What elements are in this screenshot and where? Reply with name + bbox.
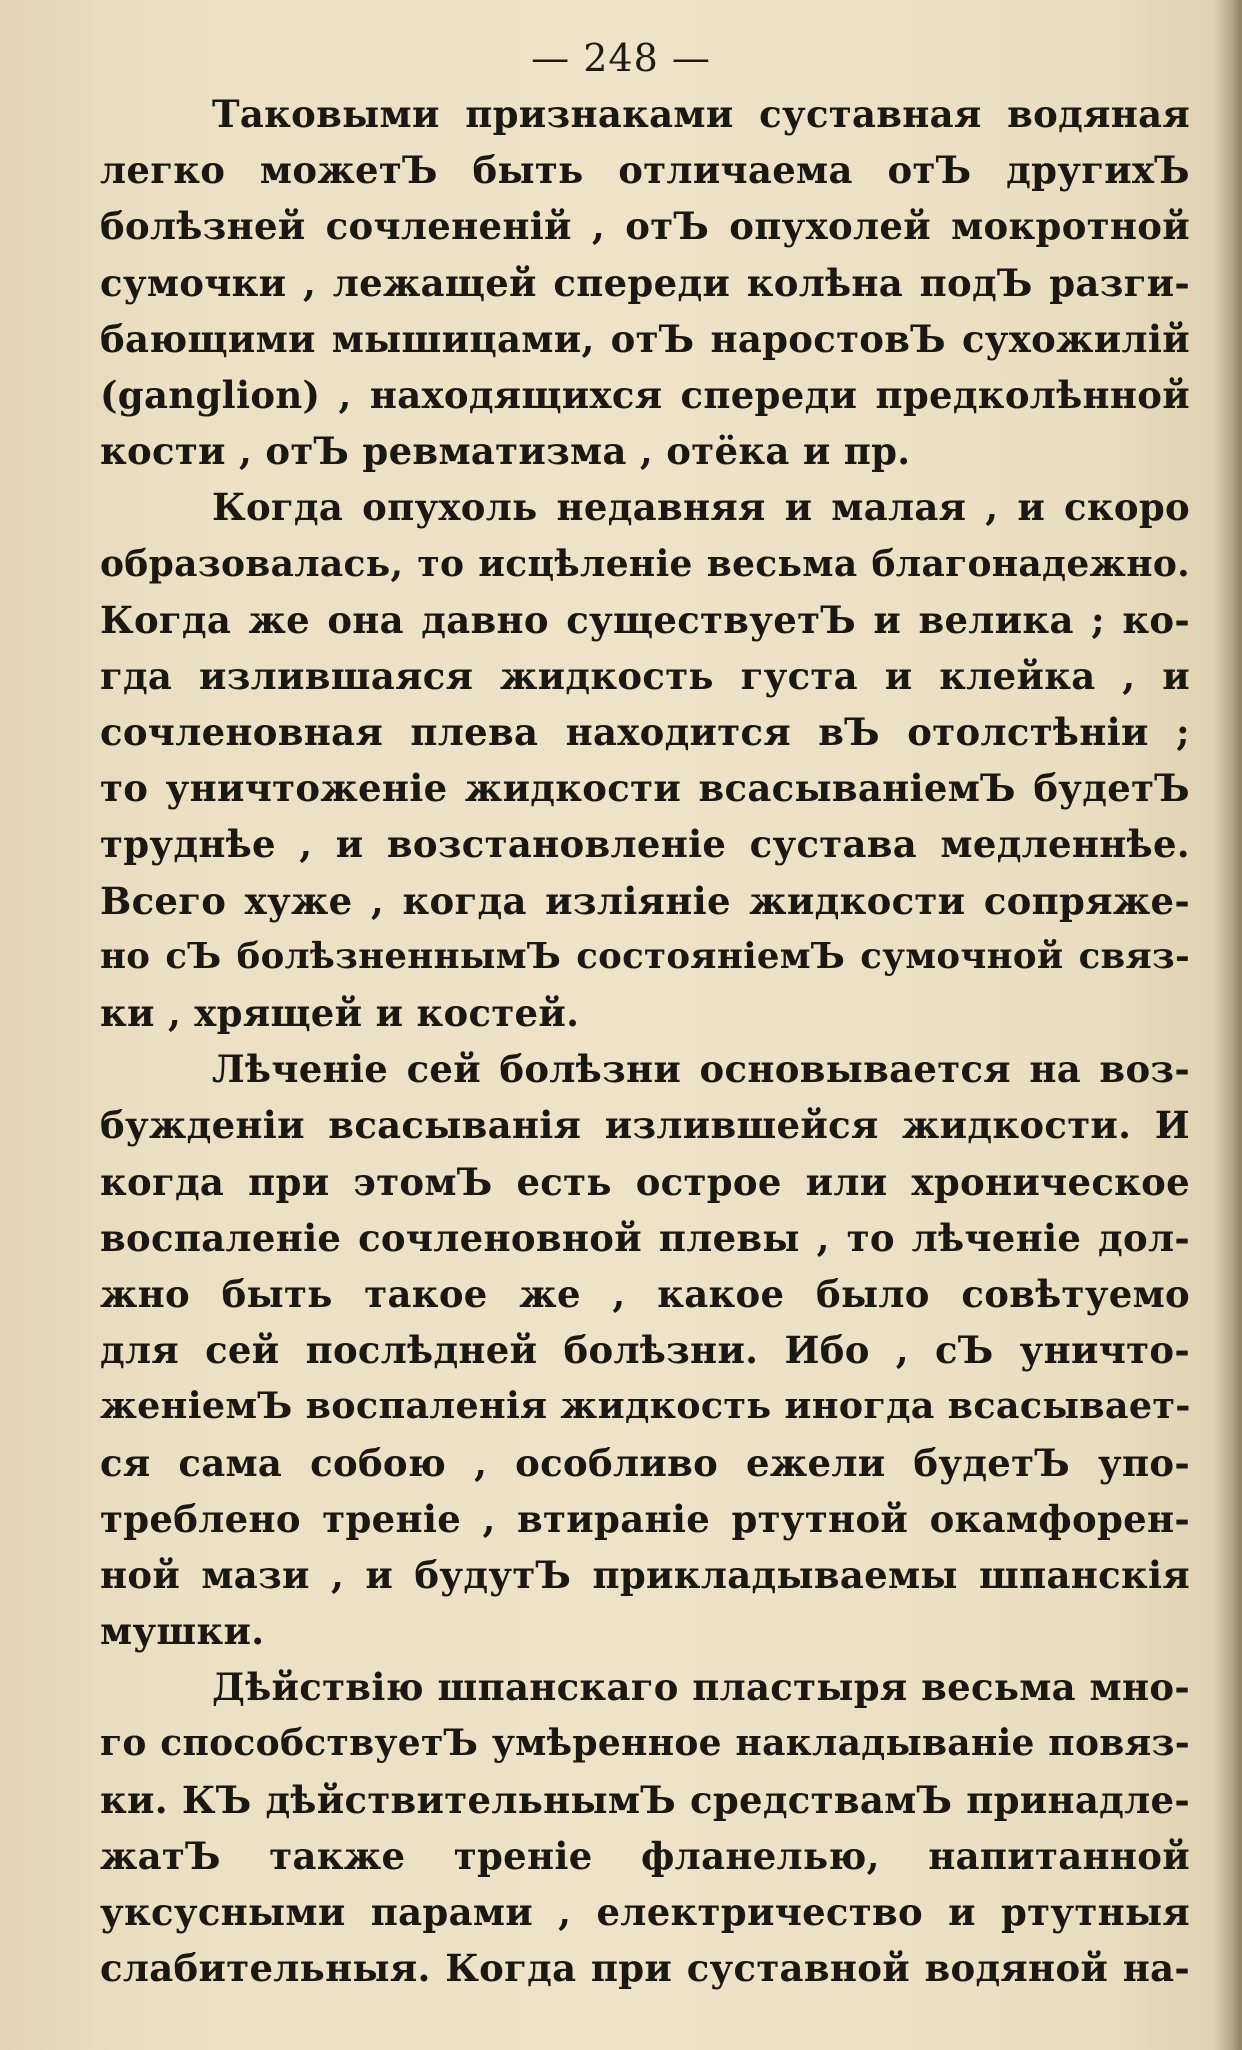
text-line: ки , хрящей и костей. (100, 991, 580, 1035)
text-line: Всего хуже , когда изліяніе жидкости сопряже- (100, 878, 1190, 923)
text-line: кости , отЪ ревматизма , отёка и пр. (100, 429, 911, 474)
text-line: (ganglion) , находящихся спереди предколѣнной (100, 372, 1190, 417)
text-line: мушки. (100, 1609, 265, 1654)
text-line: для сей послѣдней болѣзни. Ибо , сЪ уничто- (100, 1328, 1190, 1373)
page-edge-shadow (1214, 0, 1242, 2050)
text-line: сочленовная плева находится вЪ отолстѣніи ; (100, 710, 1190, 755)
text-line: труднѣе , и возстановленіе сустава медленнѣе. (100, 822, 1190, 867)
text-line: гда излившаяся жидкость густа и клейка , и (100, 653, 1190, 698)
text-line: воспаленіе сочленовной плевы , то лѣченіе дол- (100, 1215, 1190, 1260)
text-line: Лѣченіе сей болѣзни основывается на воз- (212, 1047, 1190, 1092)
text-line: то уничтоженіе жидкости всасываніемЪ будетЪ (100, 766, 1190, 811)
text-line: бающими мышицами, отЪ наростовЪ сухожилій (100, 316, 1190, 361)
page-body-text (100, 86, 1190, 1996)
text-line: ся сама собою , особливо ежели будетЪ упо- (100, 1440, 1190, 1485)
text-line: слабительныя. Когда при суставной водяной на- (100, 1946, 1190, 1991)
text-line: Когда опухоль недавняя и малая , и скоро (212, 485, 1190, 530)
text-line: сумочки , лежащей спереди колѣна подЪ разги- (100, 260, 1190, 305)
text-line: го способствуетЪ умѣренное накладываніе повяз- (100, 1722, 1190, 1765)
text-line: бужденіи всасыванія излившейся жидкости. И (100, 1103, 1190, 1148)
text-line: легко можетЪ быть отличаема отЪ другихЪ (100, 148, 1190, 193)
text-line: ки. КЪ дѣйствительнымЪ средствамЪ принадле- (100, 1777, 1190, 1822)
page-number: — 248 — (531, 36, 711, 80)
text-line: треблено треніе , втираніе ртутной окамфорен- (100, 1496, 1190, 1541)
text-line: но сЪ болѣзненнымЪ состояніемЪ сумочной связ- (100, 935, 1190, 977)
text-line: болѣзней сочлененій , отЪ опухолей мокротной (100, 204, 1190, 249)
text-line: Когда же она давно существуетЪ и велика ; ко- (100, 597, 1190, 642)
text-line: Дѣйствію шпанскаго пластыря весьма мно- (212, 1665, 1190, 1710)
text-line: образовалась, то исцѣленіе весьма благонадежно. (100, 542, 1190, 585)
text-line: уксусными парами , електричество и ртутныя (100, 1890, 1190, 1934)
text-line: жатЪ также треніе фланелью, напитанной (100, 1833, 1190, 1878)
text-line: ной мази , и будутЪ прикладываемы шпанскія (100, 1552, 1190, 1597)
text-line: когда при этомЪ есть острое или хроническое (100, 1159, 1190, 1204)
text-line: жно быть такое же , какое было совѣтуемо (100, 1271, 1190, 1316)
text-line: Таковыми признаками суставная водяная (212, 92, 1190, 136)
text-line: женіемЪ воспаленія жидкость иногда всасывает- (100, 1384, 1191, 1428)
